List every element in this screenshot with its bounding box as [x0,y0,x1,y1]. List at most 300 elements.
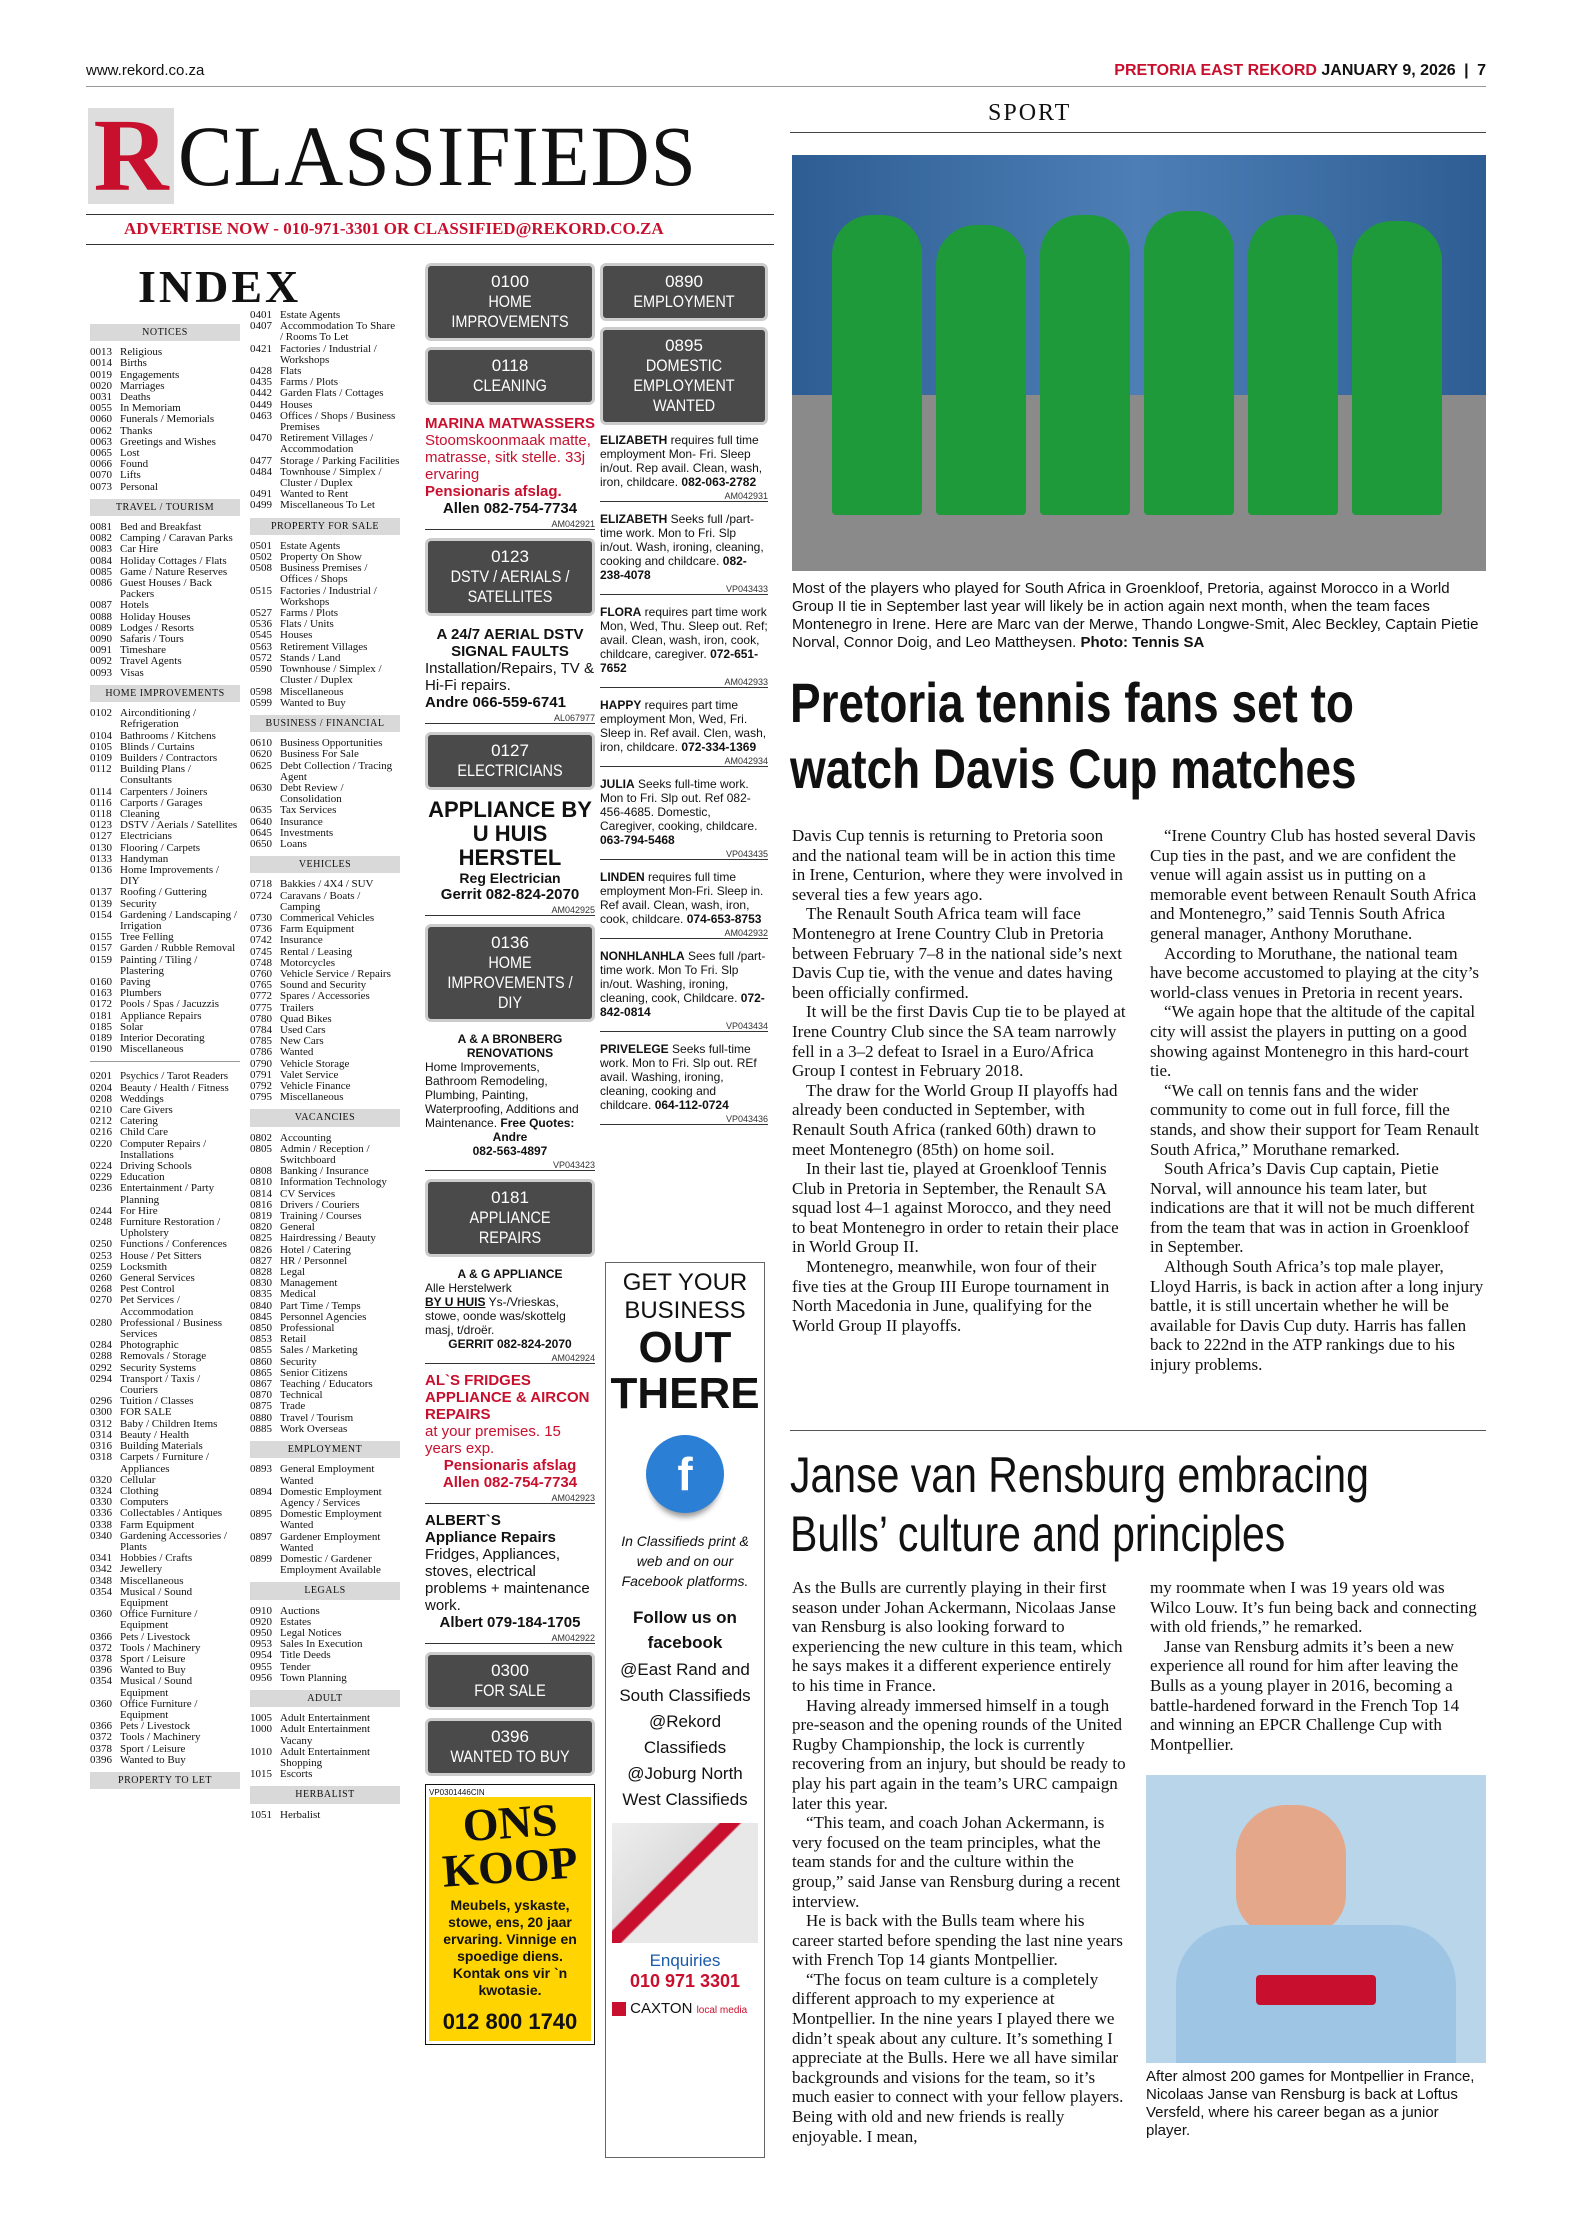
index-label: Pest Control [120,1283,175,1296]
index-label: Farms / Plots [280,376,339,389]
index-item[interactable] [90,381,240,392]
index-code: 0296 [90,1395,112,1408]
index-code: 0360 [90,1608,112,1621]
index-code: 0136 [90,863,112,876]
category-0123[interactable] [425,538,595,616]
article-paragraph: “The focus on team culture is a completely different approach to my experience at Montpellier. In the nine years I played there we didn’t speak about any culture. It’s something I appreciate at the Bulls. Here we all have similar backgrounds and visions for the team, so it’s much easier to connect with your fellow players. Being with old and new friends is really enjoyable. I mean, [792,1969,1124,2146]
index-item[interactable] [250,839,400,850]
index-label: Banking / Insurance [280,1165,369,1178]
category-label: DSTV / AERIALS / SATELLITES [450,567,570,606]
index-item[interactable] [250,1810,400,1821]
index-item[interactable] [90,955,240,977]
index-label: Miscellaneous To Let [280,499,375,512]
index-item[interactable] [90,1475,240,1486]
category-0895[interactable] [600,327,768,425]
index-item[interactable] [90,887,240,898]
index-item[interactable] [250,698,400,709]
index-code: 0019 [90,368,112,381]
index-code: 0477 [250,454,272,467]
ad-aerial[interactable] [425,626,595,724]
index-item[interactable] [90,1044,240,1055]
index-label: Estate Agents [280,539,341,552]
ad-name: FLORA [600,605,642,619]
index-label: Farms / Plots [280,607,339,620]
index-item[interactable] [250,344,400,366]
index-item[interactable] [250,879,400,890]
index-item[interactable] [90,347,240,358]
index-code: 0790 [250,1057,272,1070]
publication-name: PRETORIA EAST REKORD [1114,62,1317,79]
index-label: Domestic Employment Agency / Services [280,1485,382,1509]
index-code: 0860 [250,1355,272,1368]
index-code: 0828 [250,1266,272,1279]
index-label: Vehicle Service / Repairs [280,967,391,980]
index-item[interactable] [250,1724,400,1746]
index-label: Accounting [280,1131,332,1144]
index-code: 0563 [250,640,272,653]
index-label: Greetings and Wishes [120,435,216,448]
index-label: Thanks [120,424,153,437]
index-label: Miscellaneous [120,1574,184,1587]
index-item[interactable] [90,1105,240,1116]
ad-bronberg[interactable] [425,1032,595,1171]
index-code: 0210 [90,1104,112,1116]
index-item[interactable] [90,482,240,493]
index-code: 1005 [250,1712,272,1725]
index-label: For Hire [120,1204,158,1217]
article-paragraph: “This team, and coach Johan Ackermann, is very focused on the team principles, what the team stands for and the culture within the group,” said Janse van Rensburg during a recent interview. [792,1813,1121,1911]
index-item[interactable] [90,470,240,481]
index-item[interactable] [90,1732,240,1743]
index-item[interactable] [250,433,400,455]
index-label: Plumbers [120,987,162,1000]
category-0136[interactable] [425,924,595,1022]
index-item[interactable] [250,891,400,913]
employment-ad[interactable] [600,433,768,502]
advertise-contact: - 010-971-3301 OR CLASSIFIED@REKORD.CO.ZA [269,219,664,238]
index-item[interactable] [250,321,400,343]
index-code: 0093 [90,666,112,679]
index-item[interactable] [250,388,400,399]
index-label: Domestic Employment Wanted [280,1508,382,1532]
index-item[interactable] [250,761,400,783]
index-label: Timeshare [120,644,167,657]
index-item[interactable] [250,563,400,585]
index-label: Personal [120,480,158,493]
index-item[interactable] [250,805,400,816]
index-item[interactable] [250,1390,400,1401]
index-item[interactable] [250,991,400,1002]
index-code: 0610 [250,737,272,750]
index-label: Farm Equipment [120,1518,195,1531]
category-number: 0890 [665,272,703,291]
index-item[interactable] [250,467,400,489]
ad-title: A & G APPLIANCE [457,1267,563,1281]
index-code: 0910 [250,1604,272,1617]
advertise-banner[interactable] [124,219,664,239]
index-label: Domestic / Gardener Employment Available [280,1552,381,1577]
index-item[interactable] [250,1278,400,1289]
ad-title: A 24/7 AERIAL DSTV SIGNAL FAULTS [436,626,584,660]
index-code: 0785 [250,1035,272,1048]
index-label: Investments [280,826,334,839]
index-item[interactable] [90,1295,240,1317]
index-label: Sport / Leisure [120,1652,186,1665]
index-item[interactable] [250,1532,400,1554]
index-label: Auctions [280,1604,320,1617]
index-item[interactable] [250,1289,400,1300]
index-item[interactable] [90,999,240,1010]
index-label: Trailers [280,1001,314,1014]
index-label: Deaths [120,391,151,404]
index-item[interactable] [250,586,400,608]
index-label: Information Technology [280,1176,387,1189]
index-code: 0894 [250,1485,272,1498]
index-item[interactable] [90,1161,240,1172]
index-label: Found [120,458,149,471]
index-code: 0013 [90,346,112,359]
index-item[interactable] [90,1011,240,1022]
index-item[interactable] [90,459,240,470]
ons-koop-title-2: KOOP [440,1836,580,1897]
category-0127[interactable] [425,732,595,790]
index-item[interactable] [250,1233,400,1244]
promo-line-2: BUSINESS [624,1297,746,1324]
ad-ons-koop[interactable] [425,1784,595,2045]
category-0396[interactable] [425,1718,595,1776]
index-label: Musical / Sound Equipment [120,1585,193,1609]
index-item[interactable] [90,1217,240,1239]
index-code: 0224 [90,1160,112,1173]
index-code: 0062 [90,424,112,437]
index-item[interactable] [90,764,240,786]
index-item[interactable] [250,924,400,935]
index-item[interactable] [90,1553,240,1564]
index-code: 0840 [250,1299,272,1312]
index-item[interactable] [90,448,240,459]
index-item[interactable] [250,1673,400,1684]
index-item[interactable] [90,414,240,425]
index-item[interactable] [250,1211,400,1222]
index-code: 1010 [250,1745,272,1758]
index-code: 0835 [250,1288,272,1301]
index-code: 0630 [250,781,272,794]
index-label: Handyman [120,852,169,865]
issue-date: JANUARY 9, 2026 [1321,62,1456,79]
classifieds-title: CLASSIFIEDS [178,108,697,204]
index-item[interactable] [90,1071,240,1082]
photo-caption-2: After almost 200 games for Montpellier in France, Nicolaas Janse van Rensburg is back at Loftus Versfeld, where his career began as a junior player. [1146,2068,1475,2139]
index-item[interactable] [90,656,240,667]
index-item[interactable] [90,437,240,448]
index-code: 0220 [90,1137,112,1150]
index-label: Part Time / Temps [280,1299,361,1312]
index-code: 0825 [250,1232,272,1245]
index-code: 0880 [250,1411,272,1424]
index-item[interactable] [90,1318,240,1340]
index-code: 0875 [250,1400,272,1413]
index-title: INDEX [138,261,302,312]
ad-marina-matwassers[interactable] [425,415,595,530]
index-item[interactable] [250,1424,400,1435]
article-paragraph: “We again hope that the altitude of the capital city will assist the players in putting on a good showing against Montenegro in this hard-court tie. [1150,1002,1476,1081]
index-item[interactable] [250,935,400,946]
index-label: Pet Services / Accommodation [120,1294,194,1318]
category-0181[interactable] [425,1179,595,1257]
headline-2-line-1: Janse van Rensburg embracing [790,1447,1369,1503]
ad-ref: AM042924 [425,1353,595,1364]
ad-ref: AM042923 [425,1493,595,1504]
index-label: Sport / Leisure [120,1742,186,1755]
index-label: Flooring / Carpets [120,841,201,854]
index-item[interactable] [90,943,240,954]
index-item[interactable] [250,1177,400,1188]
index-item[interactable] [250,1747,400,1769]
employment-ad[interactable] [600,949,768,1032]
ad-ref: VP043433 [600,584,768,595]
index-code: 0201 [90,1070,112,1083]
index-label: Marriages [120,379,165,392]
index-item[interactable] [250,664,400,686]
index-item[interactable] [250,619,400,630]
index-item[interactable] [250,1256,400,1267]
index-code: 0598 [250,685,272,698]
index-item[interactable] [250,1606,400,1617]
index-code: 0491 [250,488,272,501]
index-code: 0324 [90,1484,112,1497]
employment-ad[interactable] [600,605,768,688]
index-label: Business Premises / Offices / Shops [280,562,368,586]
index-item[interactable] [250,828,400,839]
index-code: 0463 [250,409,272,422]
index-code: 0372 [90,1641,112,1654]
index-item[interactable] [250,1092,400,1103]
index-code: 0020 [90,379,112,392]
index-code: 0730 [250,911,272,924]
index-item[interactable] [90,1676,240,1698]
ad-phone: 074-653-8753 [686,912,762,926]
index-code: 0137 [90,886,112,899]
index-code: 0104 [90,729,112,742]
index-label: Game / Nature Reserves [120,565,228,578]
category-0890[interactable] [600,263,768,321]
ad-body: Installation/Repairs, TV & Hi-Fi repairs. [425,660,594,694]
index-code: 0830 [250,1277,272,1290]
index-code: 0816 [250,1198,272,1211]
ad-alberts[interactable] [425,1512,595,1644]
ad-ref: AM042934 [600,756,768,767]
index-item[interactable] [90,865,240,887]
index-label: Hotel / Catering [280,1243,351,1256]
index-item[interactable] [90,1755,240,1766]
index-code: 0950 [250,1626,272,1639]
index-item[interactable] [90,1239,240,1250]
advert-rule [86,244,774,245]
index-label: Engagements [120,368,180,381]
page-number: 7 [1477,62,1486,79]
index-item[interactable] [250,1487,400,1509]
index-item[interactable] [90,600,240,611]
index-item[interactable] [250,1345,400,1356]
employment-ad[interactable] [600,512,768,595]
ad-contact-phone: 082-563-4897 [472,1144,548,1158]
index-item[interactable] [90,358,240,369]
index-code: 0786 [250,1046,272,1059]
index-label: Airconditioning / Refrigeration [120,707,197,731]
index-item[interactable] [250,1554,400,1576]
index-item[interactable] [90,533,240,544]
ad-ag-appliance[interactable] [425,1267,595,1364]
ad-name: HAPPY [600,698,642,712]
article-1-column-1 [792,826,1126,1335]
index-label: Bakkies / 4X4 / SUV [280,878,374,891]
ad-line: Alle Herstelwerk [425,1281,512,1295]
index-item[interactable] [90,1083,240,1094]
index-item[interactable] [90,708,240,730]
ad-title: AL`S FRIDGES APPLIANCE & AIRCON REPAIRS [425,1372,590,1423]
index-code: 0867 [250,1378,272,1391]
index-item[interactable] [90,1127,240,1138]
index-item[interactable] [90,544,240,555]
index-label: Travel Agents [120,655,182,668]
category-label: WANTED TO BUY [450,1747,570,1766]
category-0118[interactable] [425,347,595,405]
sport-rule [790,132,1486,133]
index-code: 0814 [250,1187,272,1200]
index-item[interactable] [250,1509,400,1531]
index-item[interactable] [250,1379,400,1390]
index-label: Bathrooms / Kitchens [120,729,216,742]
ad-sub: Appliance Repairs [425,1529,556,1546]
index-code: 0470 [250,432,272,445]
index-item[interactable] [90,1452,240,1474]
index-code: 0736 [250,923,272,936]
index-code: 0109 [90,751,112,764]
promo-follow: Follow us on facebook [633,1608,737,1652]
caption-text: Most of the players who played for South Africa in Groenkloof, Pretoria, against Morocco in a World Group II tie in September last year will likely be in action again next month, when the team faces Montenegro in Irene. Here are Marc van der Merwe, Thando Longwe-Smit, Alec Beckley, Captain Pietie Norval, Connor Doig, and Leo Mattheysen. [792,580,1479,651]
ad-ref: AM042933 [600,677,768,688]
index-label: Professional / Business Services [120,1316,223,1341]
site-url[interactable]: www.rekord.co.za [86,62,205,79]
index-label: Catering [120,1115,158,1128]
index-item[interactable] [90,831,240,842]
index-label: Business For Sale [280,748,359,761]
article-paragraph: Although South Africa’s top male player, Lloyd Harris, is back in action after a long injury battle, it is still uncertain whether he will be available for Davis Cup duty. Harris has fallen back to 222nd in the ATP rankings due to his injury problems. [1150,1257,1484,1375]
index-item[interactable] [250,783,400,805]
index-label: Vehicle Finance [280,1080,351,1092]
employment-ad[interactable] [600,870,768,939]
employment-ad[interactable] [600,777,768,860]
index-item[interactable] [250,1769,400,1780]
index-code: 0378 [90,1652,112,1665]
index-item[interactable] [90,1351,240,1362]
index-label: House / Pet Sitters [120,1249,202,1262]
index-item[interactable] [90,910,240,932]
index-code: 0484 [250,465,272,478]
index-item[interactable] [90,1699,240,1721]
article-paragraph: He is back with the Bulls team where his career started before spending the last nine years with French Top 14 giants Montpellier. [792,1911,1123,1970]
index-label: Gardening Accessories / Plants [120,1529,227,1553]
index-item[interactable] [250,1036,400,1047]
index-item[interactable] [250,1650,400,1661]
index-item[interactable] [90,1374,240,1396]
index-item[interactable] [250,749,400,760]
index-label: Houses [280,629,313,642]
index-item[interactable] [250,500,400,511]
index-item[interactable] [90,1609,240,1631]
index-item[interactable] [250,630,400,641]
index-item[interactable] [90,1531,240,1553]
index-label: Wanted to Buy [120,1753,186,1766]
index-item[interactable] [90,1139,240,1161]
index-item[interactable] [90,1587,240,1609]
index-item[interactable] [90,798,240,809]
index-item[interactable] [90,668,240,679]
index-code: 0827 [250,1254,272,1267]
index-label: Commerical Vehicles [280,911,375,924]
index-code: 0014 [90,357,112,370]
index-item[interactable] [250,1025,400,1036]
index-code: 0338 [90,1518,112,1531]
index-item[interactable] [90,1564,240,1575]
index-label: Care Givers [120,1104,173,1116]
employment-ad[interactable] [600,1042,768,1125]
ad-phone: 063-794-5468 [600,833,675,847]
index-label: Escorts [280,1768,313,1781]
index-item[interactable] [250,1464,400,1486]
index-item[interactable] [250,1323,400,1334]
index-code: 0216 [90,1126,112,1139]
index-label: Holiday Cottages / Flats [120,554,227,567]
index-item[interactable] [90,1183,240,1205]
index-section-heading: HOME IMPROVEMENTS [90,685,240,702]
index-code: 0955 [250,1660,272,1673]
index-code: 0502 [250,551,272,564]
index-label: DSTV / Aerials / Satellites [120,819,238,832]
index-label: Training / Courses [280,1210,362,1223]
index-code: 0792 [250,1080,272,1092]
index-label: Caravans / Boats / Camping [280,889,361,913]
index-code: 0081 [90,521,112,534]
promo-get-your-business[interactable] [605,1262,765,2158]
ad-by-u-huis[interactable] [425,798,595,916]
promo-line-3: OUT [638,1323,732,1372]
index-code: 0268 [90,1283,112,1296]
index-code: 0085 [90,565,112,578]
category-0300[interactable] [425,1652,595,1710]
index-item[interactable] [250,1047,400,1058]
index-code: 0765 [250,979,272,992]
index-item[interactable] [250,1401,400,1412]
index-item[interactable] [250,411,400,433]
index-section-heading: VACANCIES [250,1109,400,1126]
index-label: Miscellaneous [280,685,344,698]
ad-contact: Allen 082-754-7734 [442,500,578,517]
index-item[interactable] [90,1508,240,1519]
index-label: Beauty / Health / Fitness [120,1081,229,1094]
index-item[interactable] [250,1144,400,1166]
index-label: Tender [280,1660,311,1673]
index-item[interactable] [90,1407,240,1418]
ad-als-fridges[interactable] [425,1372,595,1504]
category-0100[interactable] [425,263,595,341]
employment-ad[interactable] [600,698,768,767]
index-code: 0157 [90,942,112,955]
index-item[interactable] [90,578,240,600]
index-item[interactable] [90,370,240,381]
index-item[interactable] [90,977,240,988]
index-code: 0102 [90,707,112,720]
